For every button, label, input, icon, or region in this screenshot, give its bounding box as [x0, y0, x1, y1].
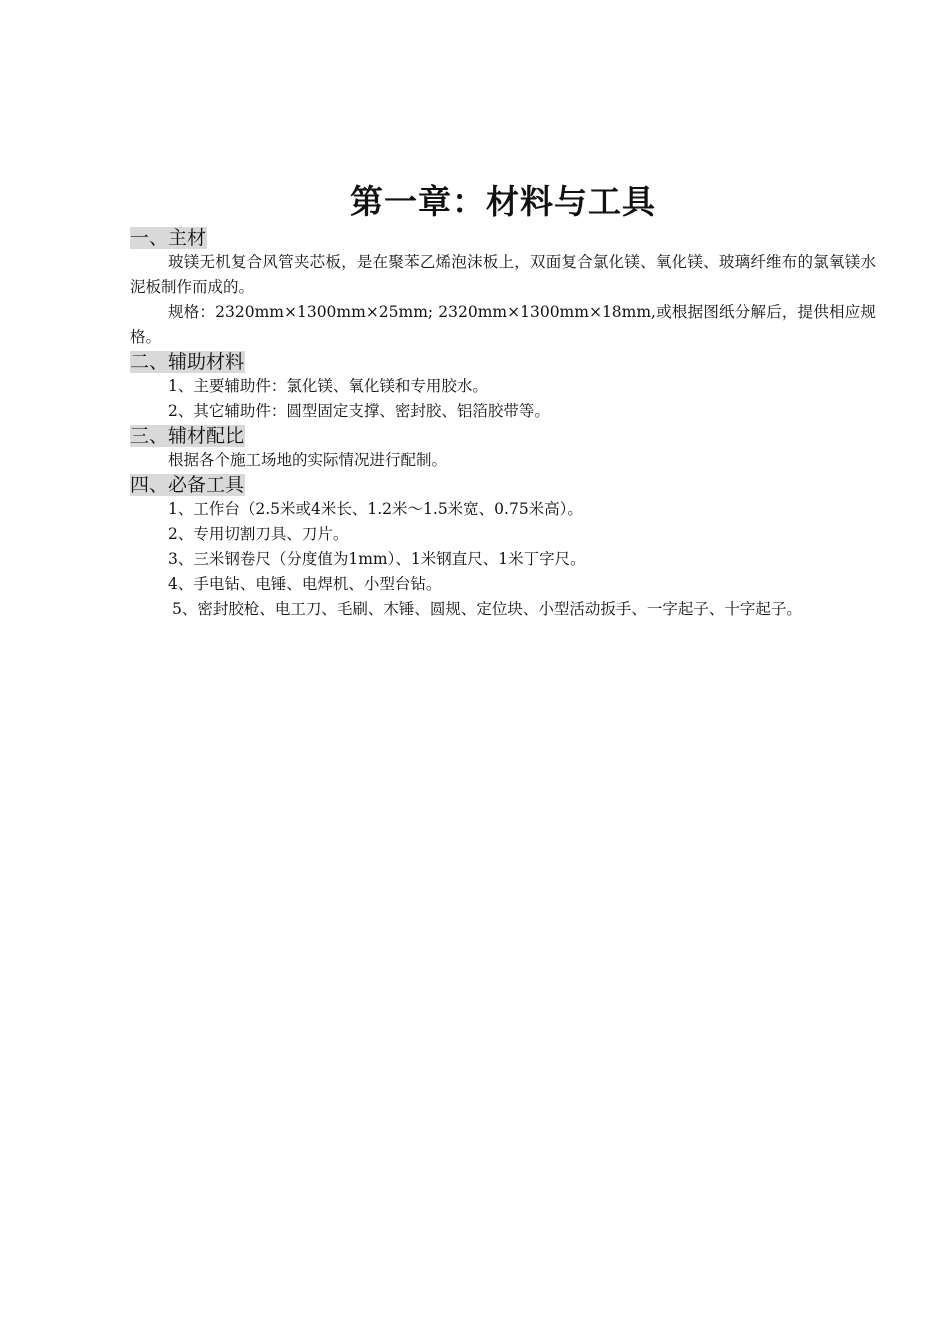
list-item: 4、手电钻、电锤、电焊机、小型台钻。	[168, 575, 442, 593]
section-required-tools	[130, 473, 876, 622]
paragraph: 根据各个施工场地的实际情况进行配制。	[168, 451, 448, 469]
section-heading: 三、辅材配比	[130, 425, 245, 447]
section-heading: 四、必备工具	[130, 474, 245, 496]
section-heading: 一、主材	[130, 227, 207, 249]
list-item: 5、密封胶枪、电工刀、毛刷、木锤、圆规、定位块、小型活动扳手、一字起子、十字起子。	[172, 600, 802, 618]
list-item: 1、主要辅助件：氯化镁、氧化镁和专用胶水。	[168, 377, 488, 395]
section-main-material	[130, 226, 876, 350]
list-item: 2、专用切割刀具、刀片。	[168, 525, 349, 543]
list-item: 3、三米钢卷尺（分度值为1mm）、1米钢直尺、1米丁字尺。	[168, 550, 586, 568]
section-auxiliary-materials	[130, 350, 876, 424]
list-item: 1、工作台（2.5米或4米长、1.2米～1.5米宽、0.75米高）。	[168, 500, 583, 518]
paragraph: 玻镁无机复合风管夹芯板，是在聚苯乙烯泡沫板上，双面复合氯化镁、氧化镁、玻璃纤维布的氯氧镁水泥板制作而成的。	[130, 253, 876, 296]
section-auxiliary-ratio	[130, 424, 876, 473]
chapter-title: 第一章：材料与工具	[350, 182, 656, 221]
list-item: 2、其它辅助件：圆型固定支撑、密封胶、铝箔胶带等。	[168, 402, 550, 420]
document-page	[130, 178, 876, 622]
paragraph: 规格：2320mm×1300mm×25mm; 2320mm×1300mm×18mm,或根据图纸分解后，提供相应规格。	[130, 303, 876, 346]
section-heading: 二、辅助材料	[130, 351, 245, 373]
